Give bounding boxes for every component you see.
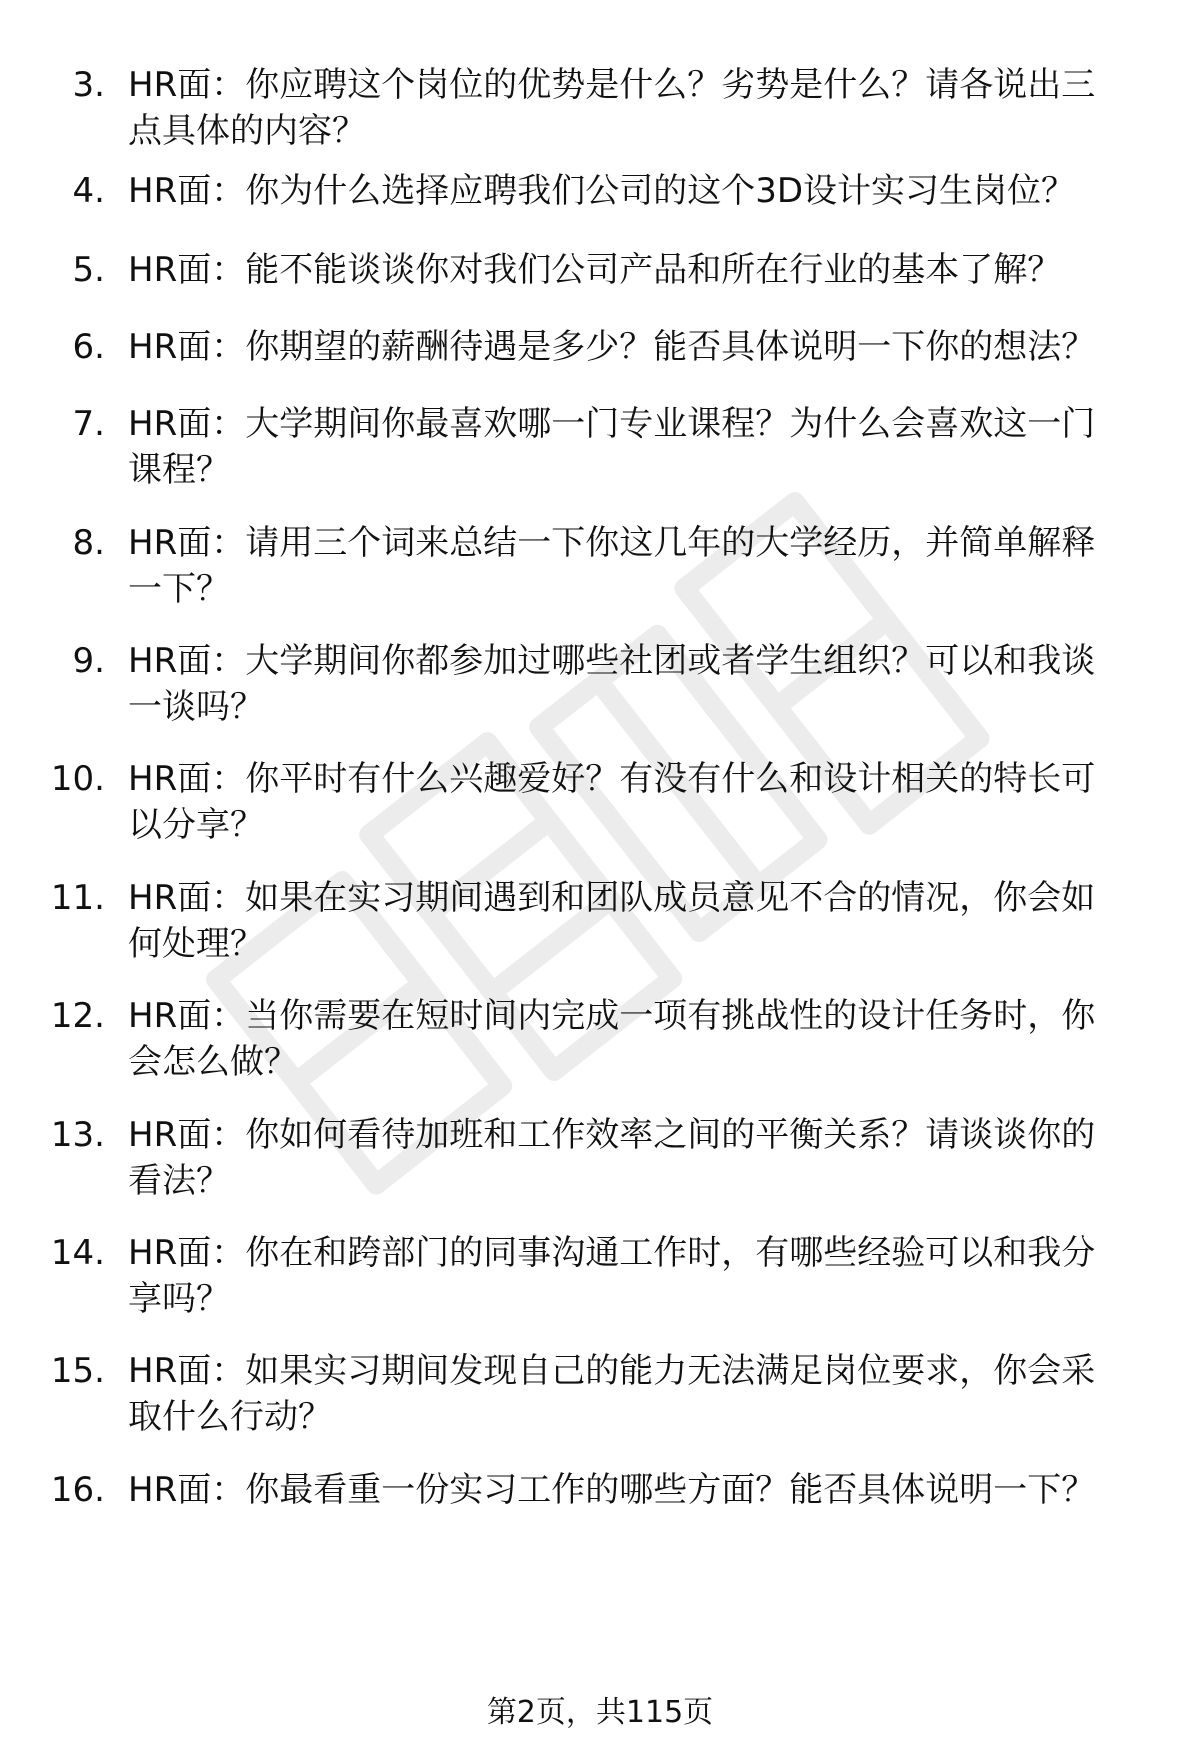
question-text: HR面：你平时有什么兴趣爱好？有没有什么和设计相关的特长可 以分享？ xyxy=(128,759,1096,845)
question-text: HR面：如果实习期间发现自己的能力无法满足岗位要求，你会采 取什么行动？ xyxy=(128,1351,1096,1437)
question-number: 7. xyxy=(72,404,105,444)
question-text: HR面：当你需要在短时间内完成一项有挑战性的设计任务时，你 会怎么做？ xyxy=(128,996,1096,1082)
question-text: HR面：你期望的薪酬待遇是多少？能否具体说明一下你的想法？ xyxy=(128,327,1096,367)
question-number: 3. xyxy=(72,65,105,105)
question-number: 13. xyxy=(50,1115,105,1155)
question-number: 4. xyxy=(72,171,105,211)
question-text: HR面：请用三个词来总结一下你这几年的大学经历，并简单解释 一下？ xyxy=(128,523,1096,609)
question-text: HR面：你为什么选择应聘我们公司的这个3D设计实习生岗位？ xyxy=(128,171,1076,211)
question-number: 10. xyxy=(50,759,105,799)
question-text: HR面：你如何看待加班和工作效率之间的平衡关系？请谈谈你的 看法？ xyxy=(128,1115,1096,1201)
question-number: 5. xyxy=(72,250,105,290)
question-number: 12. xyxy=(50,996,105,1036)
question-text: HR面：能不能谈谈你对我们公司产品和所在行业的基本了解？ xyxy=(128,250,1062,290)
question-number: 16. xyxy=(50,1470,105,1510)
question-text: HR面：你应聘这个岗位的优势是什么？劣势是什么？请各说出三 点具体的内容？ xyxy=(128,65,1096,151)
question-number: 11. xyxy=(50,878,105,918)
question-number: 6. xyxy=(72,327,105,367)
question-number: 14. xyxy=(50,1233,105,1273)
question-text: HR面：你在和跨部门的同事沟通工作时，有哪些经验可以和我分 享吗？ xyxy=(128,1233,1096,1319)
question-number: 9. xyxy=(72,641,105,681)
page-number-footer: 第2页，共115页 xyxy=(486,1695,714,1730)
question-text: HR面：大学期间你最喜欢哪一门专业课程？为什么会喜欢这一门 课程？ xyxy=(128,404,1096,490)
question-number: 8. xyxy=(72,523,105,563)
question-number: 15. xyxy=(50,1351,105,1391)
question-text: HR面：你最看重一份实习工作的哪些方面？能否具体说明一下？ xyxy=(128,1470,1096,1510)
question-text: HR面：大学期间你都参加过哪些社团或者学生组织？可以和我谈 一谈吗？ xyxy=(128,641,1096,727)
question-text: HR面：如果在实习期间遇到和团队成员意见不合的情况，你会如 何处理？ xyxy=(128,878,1096,964)
